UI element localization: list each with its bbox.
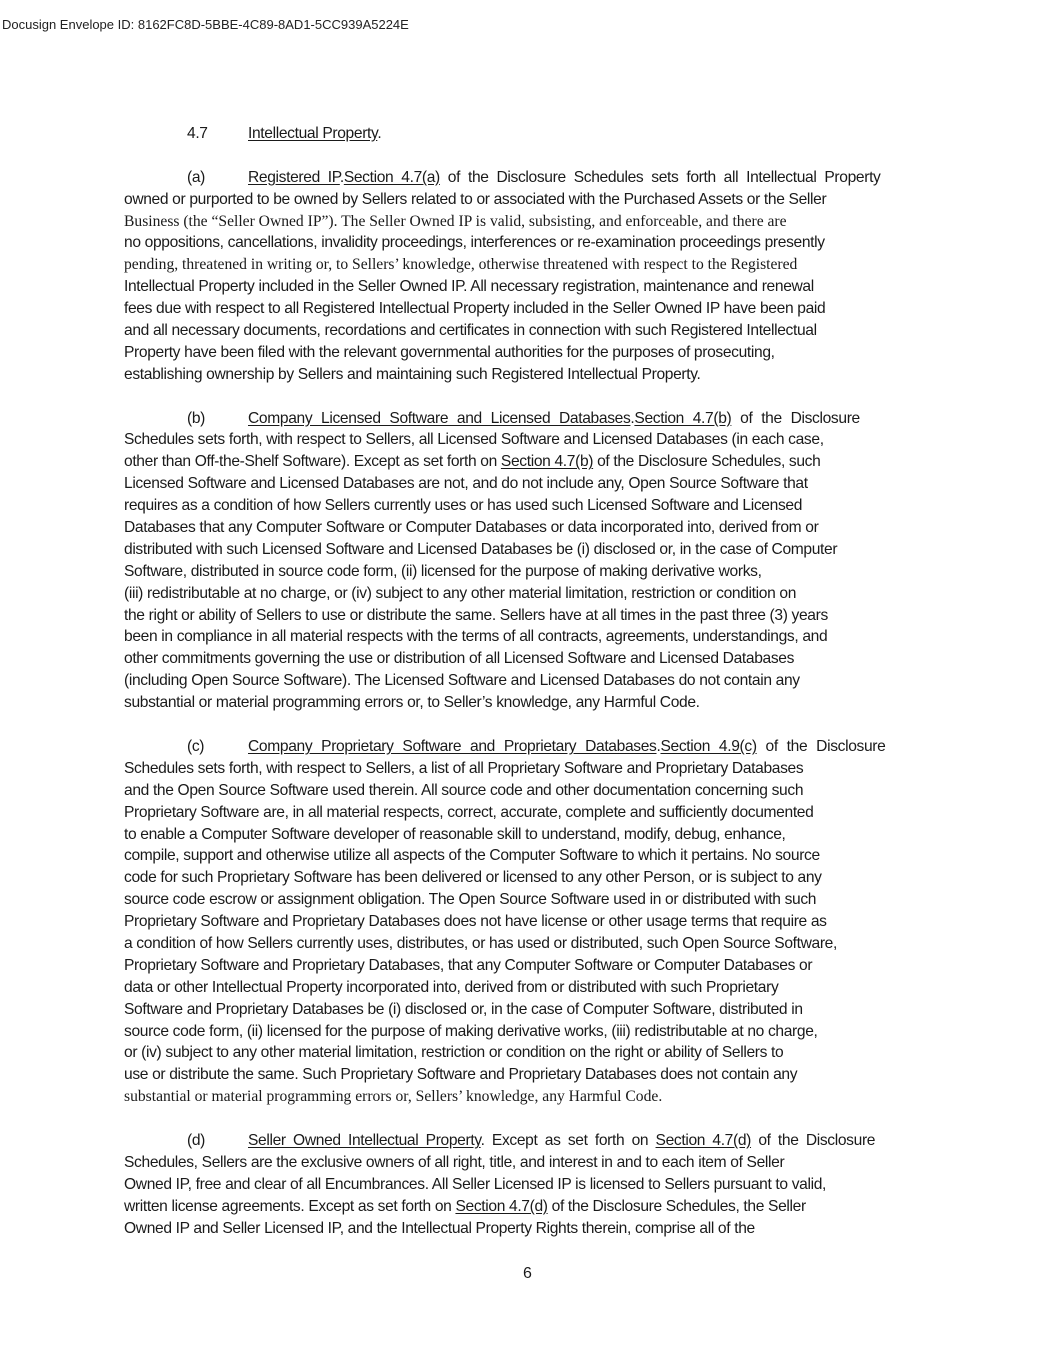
paragraph-line (124, 1152, 932, 1174)
line-text: other than Off-the-Shelf Software). Except as set forth on (124, 453, 501, 471)
paragraph-line (124, 933, 932, 955)
paragraph-c (124, 736, 932, 1108)
line-text: use or distribute the same. Such Proprietary Software and Proprietary Databases does not contain any (124, 1066, 798, 1084)
paragraph-heading: Seller Owned Intellectual Property (248, 1131, 481, 1149)
line-text: other commitments governing the use or distribution of all Licensed Software and Licensed Databases (124, 650, 795, 668)
paragraph-line (124, 648, 932, 670)
line-text: of the Disclosure (731, 409, 860, 427)
line-text: Owned IP and Seller Licensed IP, and the Intellectual Property Rights therein, comprise all of the (124, 1219, 755, 1237)
paragraph-b (124, 408, 932, 714)
page-number: 6 (523, 1265, 532, 1282)
paragraph-line (124, 451, 932, 473)
paragraph-label: (c) (187, 737, 205, 755)
paragraph-line (124, 867, 932, 889)
paragraph-line (124, 802, 932, 824)
paragraph-a (124, 167, 932, 386)
line-text: Owned IP, free and clear of all Encumbrances. All Seller Licensed IP is licensed to Sellers pursuant to valid, (124, 1175, 827, 1193)
paragraph-line (124, 495, 932, 517)
section-title: Intellectual Property (248, 125, 378, 142)
line-text: a condition of how Sellers currently uses, distributes, or has used or distributed, such Open Source Software, (124, 934, 837, 952)
paragraph-line (124, 211, 932, 233)
paragraph-line (124, 364, 932, 386)
paragraph-line (124, 780, 932, 802)
paragraph-line (124, 1196, 932, 1218)
paragraph-d (124, 1130, 932, 1239)
paragraph-heading: Company Licensed Software and Licensed Databases (248, 409, 631, 427)
paragraph-line (124, 605, 932, 627)
paragraph-line (124, 254, 932, 276)
paragraph-line (124, 999, 932, 1021)
paragraph-line: (c) Company Proprietary Software and Proprietary Databases.Section 4.9(c) of the Disclosure (124, 736, 932, 758)
line-text: Proprietary Software and Proprietary Databases, that any Computer Software or Computer Databases or (124, 956, 813, 974)
line-text: Schedules sets forth, with respect to Sellers, a list of all Proprietary Software and Proprietary Databases (124, 759, 804, 777)
line-text: written license agreements. Except as set forth on (124, 1197, 456, 1215)
line-text: requires as a condition of how Sellers currently uses or has used such Licensed Software and Licensed (124, 497, 803, 515)
paragraph-line (124, 561, 932, 583)
line-text: Software, distributed in source code form, (ii) licensed for the purpose of making derivative works, (124, 562, 762, 580)
line-text: Licensed Software and Licensed Databases are not, and do not include any, Open Source Software that (124, 475, 808, 493)
paragraph-line (124, 911, 932, 933)
paragraph-line (124, 1218, 932, 1240)
line-text: source code form, (ii) licensed for the purpose of making derivative works, (iii) redistributable at no charge, (124, 1022, 818, 1040)
paragraph-line (124, 889, 932, 911)
docusign-envelope-id: Docusign Envelope ID: 8162FC8D-5BBE-4C89-8AD1-5CC939A5224E (2, 17, 409, 32)
paragraph-line (124, 232, 932, 254)
paragraph-line (124, 583, 932, 605)
line-text: Proprietary Software and Proprietary Databases does not have license or other usage terms that require as (124, 913, 827, 931)
section-reference-link[interactable]: Section 4.7(b) (500, 453, 594, 471)
paragraph-line: (d) Seller Owned Intellectual Property. Except as set forth on Section 4.7(d) of the Disclosure (124, 1130, 932, 1152)
paragraph-line (124, 1086, 932, 1108)
paragraph-line (124, 824, 932, 846)
line-text: Schedules sets forth, with respect to Sellers, all Licensed Software and Licensed Databases (in each case, (124, 431, 824, 449)
paragraph-line (124, 1042, 932, 1064)
line-text: (iii) redistributable at no charge, or (iv) subject to any other material limitation, restriction or condition on (124, 584, 797, 602)
paragraph-line (124, 977, 932, 999)
line-text: no oppositions, cancellations, invalidity proceedings, interferences or re-examination proceedings presently (124, 234, 825, 252)
line-text: and the Open Source Software used therein. All source code and other documentation concerning such (124, 781, 804, 799)
paragraph-line (124, 1064, 932, 1086)
paragraph-label: (b) (187, 409, 206, 427)
line-text: the right or ability of Sellers to use or distribute the same. Sellers have at all times in the past three (3) years (124, 606, 828, 624)
paragraph-line: (a) Registered IP.Section 4.7(a) of the Disclosure Schedules sets forth all Intellectual Property (124, 167, 932, 189)
paragraph-heading: Company Proprietary Software and Proprietary Databases (248, 737, 657, 755)
line-text: of the Disclosure (756, 737, 886, 755)
paragraph-line (124, 517, 932, 539)
paragraph-line (124, 670, 932, 692)
paragraph-line: (b) Company Licensed Software and Licensed Databases.Section 4.7(b) of the Disclosure (124, 408, 932, 430)
section-reference-link[interactable]: Section 4.9(c) (660, 737, 757, 755)
paragraph-line (124, 1021, 932, 1043)
line-text: substantial or material programming errors or, to Seller’s knowledge, any Harmful Code. (124, 694, 700, 712)
line-text: source code escrow or assignment obligation. The Open Source Software used in or distributed with such (124, 891, 817, 909)
line-text: establishing ownership by Sellers and maintaining such Registered Intellectual Property. (124, 365, 701, 383)
line-text: owned or purported to be owned by Sellers related to or associated with the Purchased Assets or the Seller (124, 190, 827, 208)
line-text: Except as set forth on (484, 1131, 656, 1149)
line-text: substantial or material programming errors or, Sellers’ knowledge, any Harmful Code. (124, 1088, 663, 1106)
paragraph-line (124, 539, 932, 561)
line-text: Property have been filed with the relevant governmental authorities for the purposes of prosecuting, (124, 343, 775, 361)
line-text: Proprietary Software are, in all material respects, correct, accurate, complete and sufficiently documented (124, 803, 814, 821)
line-text: of the Disclosure (751, 1131, 876, 1149)
line-text: Business (the “Seller Owned IP”). The Seller Owned IP is valid, subsisting, and enforceable, and there are (124, 212, 787, 230)
paragraph-label: (d) (187, 1131, 206, 1149)
paragraph-line (124, 626, 932, 648)
line-text: been in compliance in all material respects with the terms of all contracts, agreements, understandings, and (124, 628, 828, 646)
paragraph-line (124, 758, 932, 780)
paragraph-line (124, 473, 932, 495)
section-reference-link[interactable]: Section 4.7(d) (655, 1131, 752, 1149)
document-body (124, 123, 932, 1239)
line-text: fees due with respect to all Registered Intellectual Property included in the Seller Owned IP have been paid (124, 300, 826, 318)
paragraph-list (124, 167, 932, 1240)
paragraph-line (124, 320, 932, 342)
paragraph-line (124, 1174, 932, 1196)
line-text: (including Open Source Software). The Licensed Software and Licensed Databases do not contain any (124, 672, 800, 690)
paragraph-line (124, 845, 932, 867)
paragraph-line (124, 429, 932, 451)
line-text: of the Disclosure Schedules, such (593, 453, 821, 471)
section-reference-link[interactable]: Section 4.7(d) (455, 1197, 548, 1215)
line-text: or (iv) subject to any other material limitation, restriction or condition on the right or ability of Sellers to (124, 1044, 784, 1062)
line-text: compile, support and otherwise utilize all aspects of the Computer Software to which it pertains. No source (124, 847, 820, 865)
line-text: Schedules, Sellers are the exclusive owners of all right, title, and interest in and to each item of Seller (124, 1153, 785, 1171)
paragraph-line (124, 298, 932, 320)
line-text: code for such Proprietary Software has been delivered or licensed to any other Person, or is subject to any (124, 869, 822, 887)
line-text: Intellectual Property included in the Seller Owned IP. All necessary registration, maintenance and renewal (124, 278, 814, 296)
line-text: distributed with such Licensed Software and Licensed Databases be (i) disclosed or, in the case of Computer (124, 540, 838, 558)
line-text: of the Disclosure Schedules sets forth all Intellectual Property (439, 168, 881, 186)
line-text: of the Disclosure Schedules, the Seller (547, 1197, 806, 1215)
line-text: and all necessary documents, recordations and certificates in connection with such Registered Intellectual (124, 322, 817, 340)
paragraph-line (124, 955, 932, 977)
paragraph-heading: Registered IP (248, 168, 340, 186)
paragraph-label: (a) (187, 168, 206, 186)
paragraph-line (124, 692, 932, 714)
section-reference-link[interactable]: Section 4.7(b) (634, 409, 732, 427)
section-number: 4.7 (187, 125, 208, 142)
line-text: Software and Proprietary Databases be (i) disclosed or, in the case of Computer Software, distributed in (124, 1000, 803, 1018)
line-text: Databases that any Computer Software or Computer Databases or data incorporated into, derived from or (124, 519, 819, 537)
section-title-suffix: . (377, 125, 382, 142)
line-text: to enable a Computer Software developer of reasonable skill to understand, modify, debug, enhance, (124, 825, 786, 843)
line-text: data or other Intellectual Property incorporated into, derived from or distributed with such Proprietary (124, 978, 779, 996)
paragraph-line (124, 342, 932, 364)
line-text: pending, threatened in writing or, to Sellers’ knowledge, otherwise threatened with respect to the Registered (124, 256, 798, 274)
section-reference-link[interactable]: Section 4.7(a) (343, 168, 440, 186)
paragraph-line (124, 276, 932, 298)
paragraph-line (124, 189, 932, 211)
section-heading (124, 123, 932, 145)
